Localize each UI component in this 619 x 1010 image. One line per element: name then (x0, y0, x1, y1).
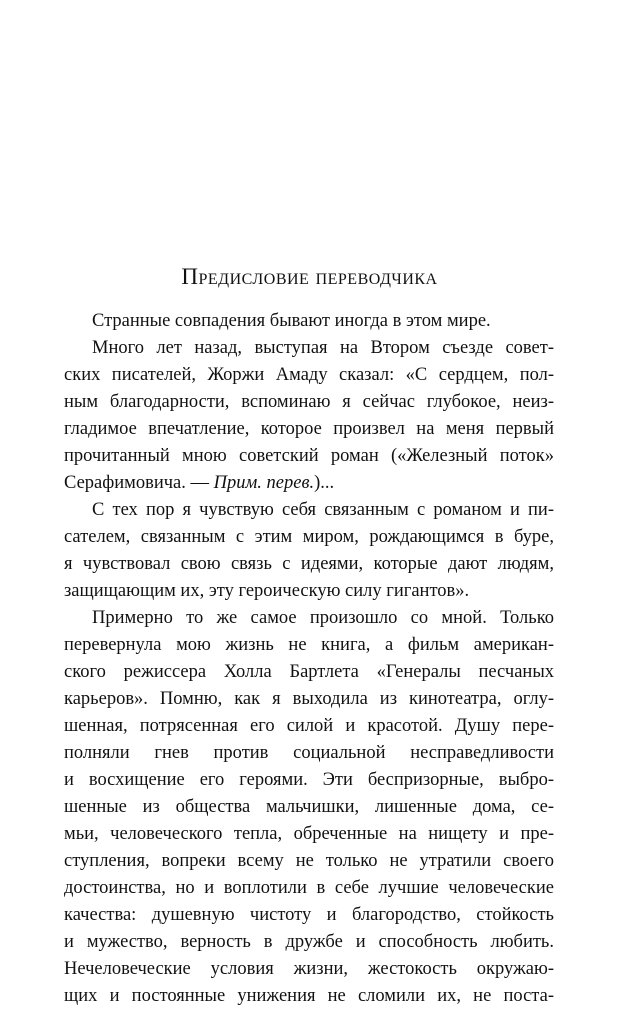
text-line: защищающим их, эту героическую силу гигантов». (64, 581, 470, 601)
translator-note: Прим. перев. (213, 473, 315, 493)
text-line: и мужество, верность в дружбе и способность любить. (64, 932, 554, 952)
chapter-heading: Предисловие переводчика (181, 264, 438, 289)
text-line: ступления, вопреки всему не только не утратили своего (64, 851, 554, 871)
text-line: ского режиссера Холла Бартлета «Генералы песчаных (64, 662, 554, 682)
text-line: Странные совпадения бывают иногда в этом мире. (92, 311, 491, 331)
text-line: Примерно то же самое произошло со мной. Только (92, 608, 554, 628)
text-line: полняли гнев против социальной несправедливости (64, 743, 554, 763)
text-line: карьеров». Помню, как я выходила из кинотеатра, оглу- (64, 689, 554, 709)
text-segment: Серафимовича. — (64, 473, 214, 493)
text-line: я чувствовал свою связь с идеями, которые дают людям, (64, 554, 554, 574)
text-line: Нечеловеческие условия жизни, жестокость окружаю- (64, 959, 554, 979)
text-line: С тех пор я чувствую себя связанным с романом и пи- (92, 500, 554, 520)
text-line: качества: душевную чистоту и благородство, стойкость (64, 905, 554, 925)
text-line: щих и постоянные унижения не сломили их, не поста- (64, 986, 554, 1006)
text-line: достоинства, но и воплотили в себе лучшие человеческие (64, 878, 554, 898)
text-line: шенные из общества мальчишки, лишенные дома, се- (64, 797, 554, 817)
text-line: ских писателей, Жоржи Амаду сказал: «С сердцем, пол- (64, 365, 554, 385)
text-line: шенная, потрясенная его силой и красотой. Душу пере- (64, 716, 554, 736)
text-line (64, 470, 554, 497)
text-line: прочитанный мною советский роман («Железный поток» (64, 446, 554, 466)
text-line: гладимое впечатление, которое произвел на меня первый (64, 419, 554, 439)
text-segment: )... (314, 473, 335, 493)
text-line: сателем, связанным с этим миром, рождающимся в буре, (64, 527, 554, 547)
text-line: и восхищение его героями. Эти беспризорные, выбро- (64, 770, 554, 790)
text-line: мьи, человеческого тепла, обреченные на нищету и пре- (64, 824, 554, 844)
text-line: Много лет назад, выступая на Втором съезде совет- (92, 338, 554, 358)
text-line: ным благодарности, вспоминаю я сейчас глубокое, неиз- (64, 392, 554, 412)
text-line: перевернула мою жизнь не книга, а фильм американ- (64, 635, 554, 655)
